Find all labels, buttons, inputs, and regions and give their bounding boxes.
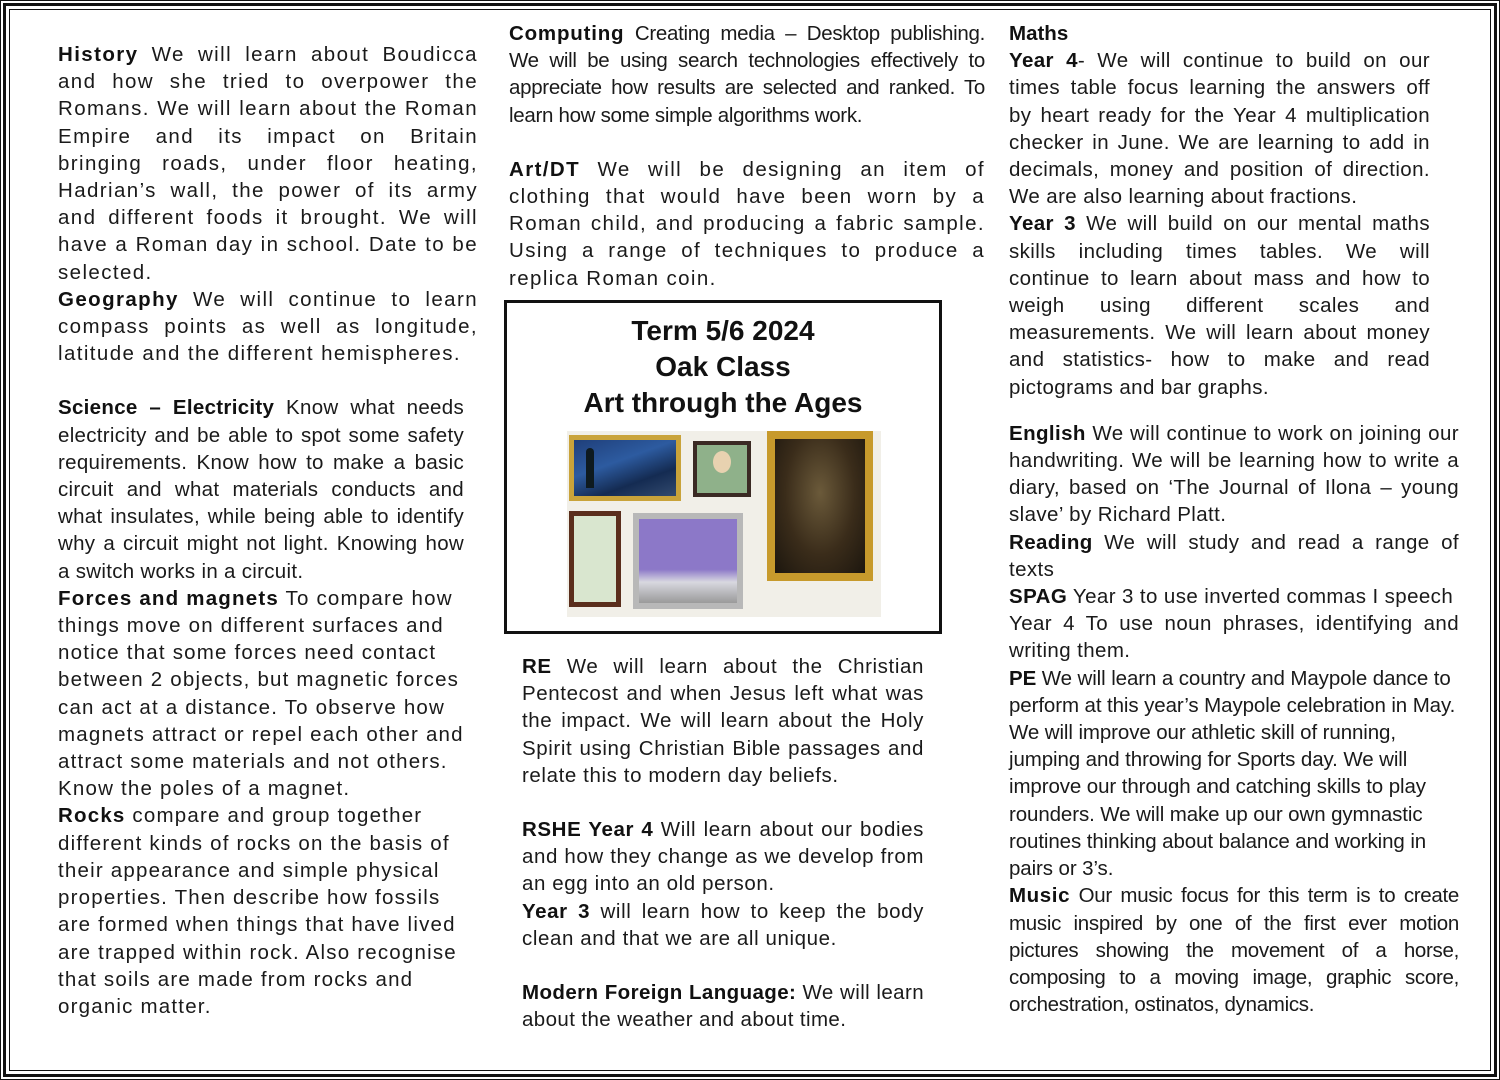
heading-geography: Geography [58, 287, 179, 311]
section-pe: PE We will learn a country and Maypole dance to perform at this year’s Maypole celebration in May. We will improve our athletic skill of running, jumping and throwing for Sports day. We will improve our through and catching skills to play rounders. We will make up our own gymnastic routines thinking about balance and working in pairs or 3’s. [1009, 666, 1456, 881]
heading-mfl: Modern Foreign Language: [522, 981, 797, 1005]
section-maths-year3: Year 3 We will build on our mental maths skills including times tables. We will continue to learn about mass and how to weigh using different scales and measurements. We will learn about money and statistics- how to make and read pictograms and bar graphs. [1009, 212, 1430, 399]
section-rshe-year3: Year 3 will learn how to keep the body clean and that we are all unique. [522, 899, 924, 950]
section-rocks: Rocks compare and group together different kinds of rocks on the basis of their appearance and simple physical properties. Then describe how fossils are formed when things that have lived are trapped within rock. Also recognise that soils are made from rocks and organic matter. [58, 804, 457, 1018]
heading-reading: Reading [1009, 530, 1093, 554]
middle-column-bottom [522, 653, 924, 1033]
heading-history: History [58, 43, 139, 66]
heading-computing: Computing [509, 22, 625, 45]
spacer [522, 789, 924, 816]
small-painting-icon [569, 511, 621, 607]
starry-night-painting-icon [569, 435, 681, 501]
section-forces: Forces and magnets To compare how things move on different surfaces and notice that some forces need contact between 2 objects, but magnetic forces can act at a distance. To observe how magnets attract or repel each other and attract some materials and not others. Know the poles of a magnet. [58, 586, 464, 801]
purple-painting-icon [633, 513, 743, 609]
heading-rshe-year4: RSHE Year 4 [522, 818, 654, 842]
section-english: English We will continue to work on joining our handwriting. We will be learning how to write a diary, based on ‘The Journal of Ilona – young slave’ by Richard Platt. [1009, 421, 1459, 527]
heading-maths-year4: Year 4 [1009, 49, 1078, 73]
section-re: RE We will learn about the Christian Pentecost and when Jesus left what was the impact. We will learn about the Holy Spirit using Christian Bible passages and relate this to modern day beliefs. [522, 655, 924, 787]
spacer [1009, 401, 1459, 420]
section-rshe-year4: RSHE Year 4 Will learn about our bodies and how they change as we develop from an egg into an old person. [522, 818, 924, 896]
portrait-painting-icon [693, 441, 751, 497]
heading-science: Science – Electricity [58, 396, 275, 420]
section-computing: Computing Creating media – Desktop publishing. We will be using search technologies effectively to appreciate how results are selected and ranked. To learn how some simple algorithms work. [509, 22, 985, 127]
heading-rocks: Rocks [58, 804, 126, 828]
section-spag: SPAG Year 3 to use inverted commas I speech [1009, 585, 1454, 609]
right-column [1009, 20, 1459, 1018]
spacer [509, 129, 985, 156]
heading-spag: SPAG [1009, 585, 1068, 609]
gallery-image [567, 431, 881, 617]
heading-rshe-year3: Year 3 [522, 899, 591, 923]
left-column [58, 41, 478, 1020]
title-text [507, 313, 939, 421]
topic-title: Art through the Ages [583, 387, 863, 418]
section-maths [1009, 20, 1430, 47]
section-maths-year4: Year 4- We will continue to build on our times table focus learning the answers off by heart ready for the Year 4 multiplication checker in June. We are learning to add in decimals, money and position of direction. We are also learning about fractions. [1009, 49, 1430, 209]
spacer [522, 952, 924, 979]
title-box [504, 300, 942, 634]
heading-forces: Forces and magnets [58, 586, 279, 610]
heading-music: Music [1009, 884, 1071, 908]
section-art-dt: Art/DT We will be designing an item of clothing that would have been worn by a Roman child, and producing a fabric sample. Using a range of techniques to produce a replica Roman coin. [509, 157, 985, 290]
heading-maths-year3: Year 3 [1009, 212, 1076, 236]
section-spag-year4: Year 4 To use noun phrases, identifying and writing them. [1009, 612, 1459, 663]
maths-group [1009, 20, 1430, 401]
section-music: Music Our music focus for this term is to create music inspired by one of the first ever motion pictures showing the movement of a horse, composing to a moving image, graphic score, orchestration, ostinatos, dynamics. [1009, 884, 1459, 1017]
section-reading: Reading We will study and read a range of texts [1009, 530, 1459, 581]
heading-english: English [1009, 421, 1086, 445]
spacer [58, 367, 478, 394]
middle-column-top [509, 20, 985, 292]
science-group [58, 394, 464, 1020]
section-history: History We will learn about Boudicca and how she tried to overpower the Romans. We will learn about the Roman Empire and its impact on Britain bringing roads, under floor heating, Hadrian’s wall, the power of its army and different foods it brought. We will have a Roman day in school. Date to be selected. [58, 43, 478, 284]
heading-maths: Maths [1009, 22, 1069, 45]
section-science: Science – Electricity Know what needs electricity and be able to spot some safety requirements. Know how to make a basic circuit and what materials conducts and what insulates, while being able to identify why a circuit might not light. Knowing how a switch works in a circuit. [58, 396, 464, 583]
section-geography: Geography We will continue to learn compass points as well as longitude, latitude and the different hemispheres. [58, 287, 478, 366]
mona-lisa-painting-icon [767, 431, 873, 581]
heading-pe: PE [1009, 666, 1037, 690]
heading-art-dt: Art/DT [509, 157, 581, 181]
section-mfl: Modern Foreign Language: We will learn about the weather and about time. [522, 981, 924, 1032]
class-title: Oak Class [655, 351, 791, 382]
heading-re: RE [522, 655, 552, 678]
term-title: Term 5/6 2024 [631, 315, 815, 346]
